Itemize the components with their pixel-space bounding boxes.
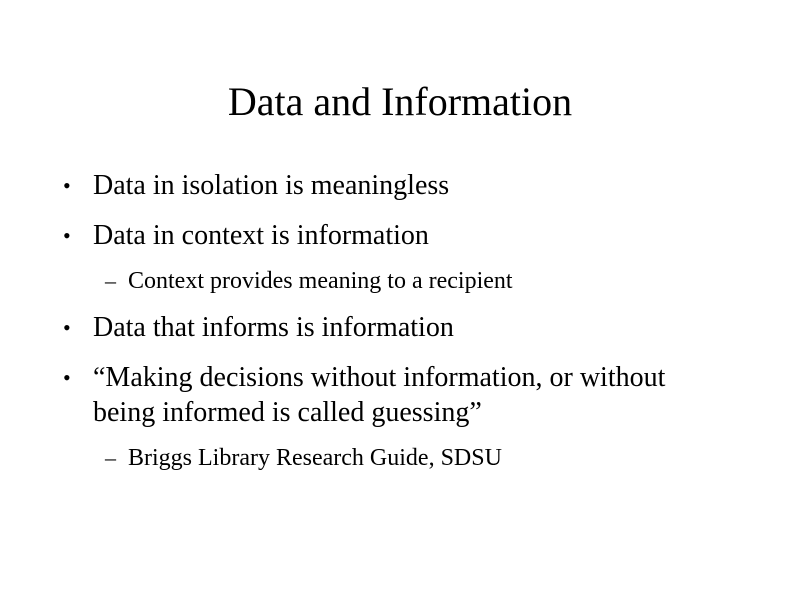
sub-bullet-item (60, 266, 700, 296)
bullet-marker: • (63, 365, 71, 390)
sub-bullet-item-citation (60, 443, 700, 473)
sub-bullet-text: Briggs Library Research Guide, SDSU (128, 445, 502, 471)
bullet-marker: • (63, 173, 71, 198)
bullet-text: Data that informs is information (93, 312, 454, 343)
bullet-marker: • (63, 315, 71, 340)
sub-bullet-text: Context provides meaning to a recipient (128, 268, 513, 294)
bullet-item (60, 168, 700, 203)
bullet-text: Data in isolation is meaningless (93, 170, 450, 201)
bullet-list (60, 168, 700, 487)
bullet-item-quote (60, 360, 700, 430)
bullet-text: “Making decisions without information, or without being informed is called guessing” (93, 362, 666, 428)
sub-bullet-marker: – (105, 268, 116, 293)
bullet-item (60, 310, 700, 345)
bullet-text: Data in context is information (93, 220, 429, 251)
slide-title: Data and Information (227, 79, 573, 124)
bullet-item (60, 218, 700, 253)
sub-bullet-marker: – (105, 445, 116, 470)
bullet-marker: • (63, 223, 71, 248)
